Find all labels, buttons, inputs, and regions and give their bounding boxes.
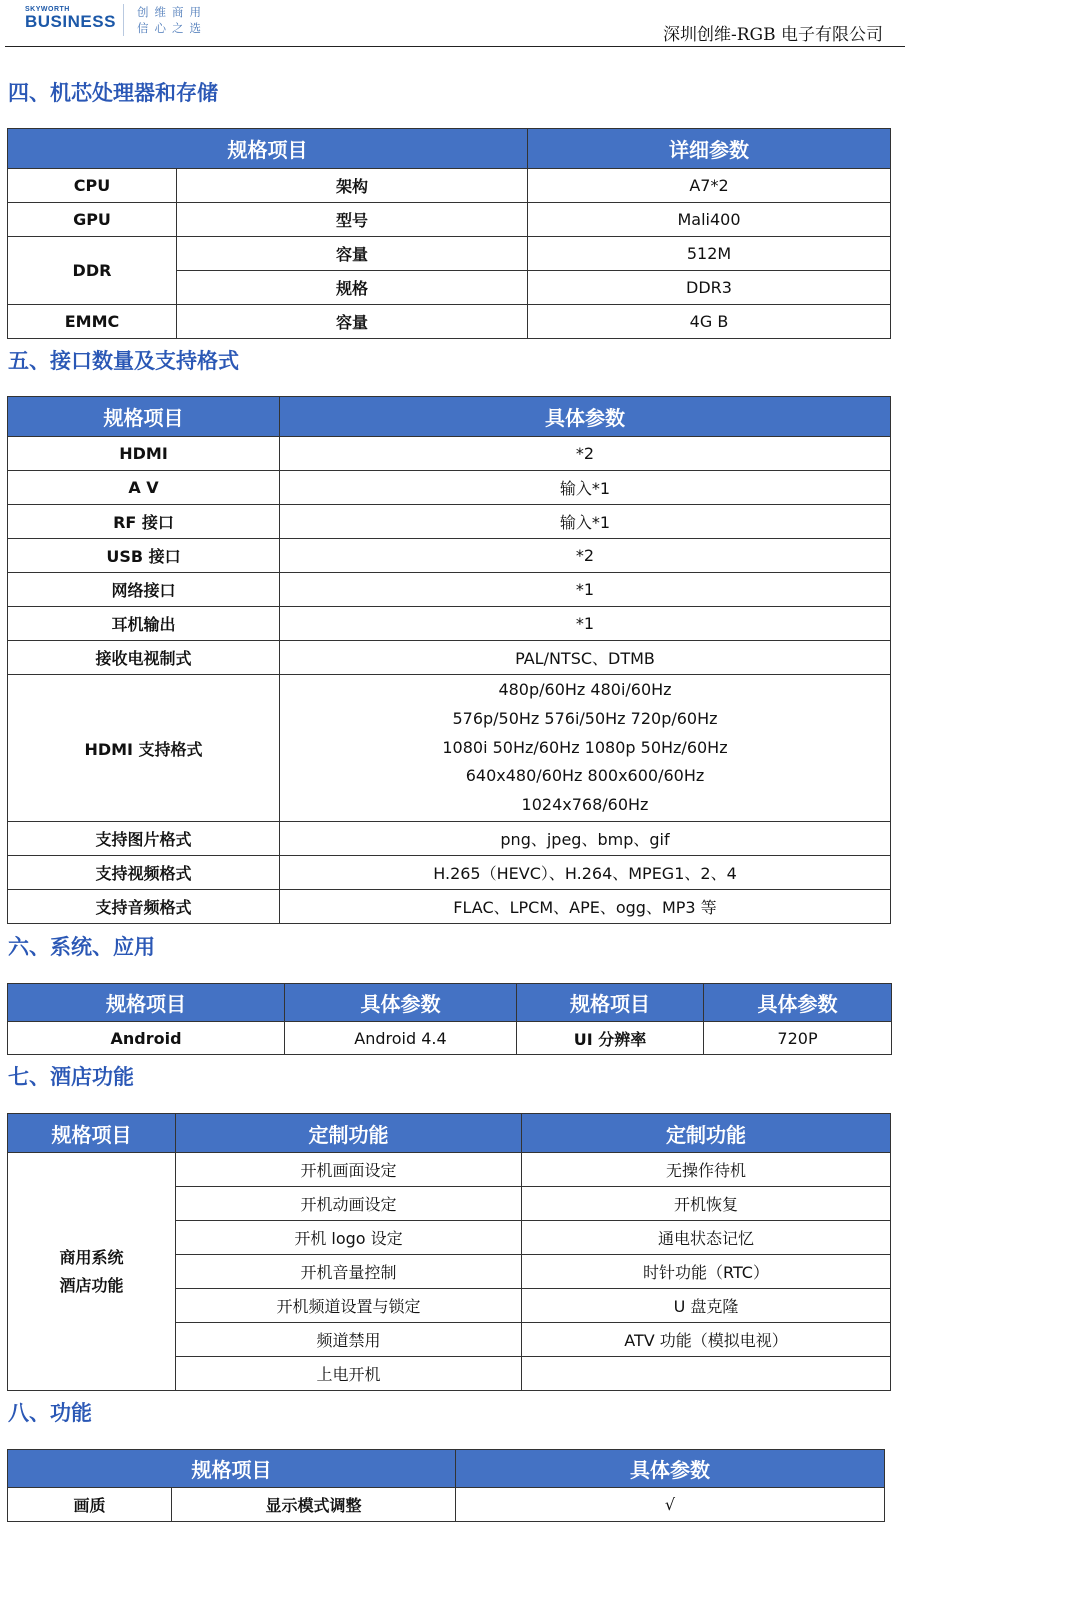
table-row — [8, 1488, 885, 1522]
value-cell: DDR3 — [528, 271, 891, 305]
table-header-cell: 详细参数 — [528, 129, 891, 169]
value-cell: 720P — [704, 1022, 892, 1055]
sub-item-cell: 容量 — [177, 305, 528, 339]
item-line: 酒店功能 — [59, 1275, 124, 1295]
feature-cell: 通电状态记忆 — [522, 1221, 891, 1255]
table-row — [8, 641, 891, 675]
section-title-6: 六、系统、应用 — [8, 935, 155, 959]
item-cell: 支持音频格式 — [8, 890, 280, 924]
table-row — [8, 675, 891, 822]
table-header-cell: 规格项目 — [8, 129, 528, 169]
table-header-cell: 定制功能 — [522, 1114, 891, 1153]
feature-cell: 上电开机 — [176, 1357, 522, 1391]
feature-cell: 开机动画设定 — [176, 1187, 522, 1221]
table-row — [8, 573, 891, 607]
feature-cell — [522, 1357, 891, 1391]
table-row — [8, 539, 891, 573]
logo-divider — [123, 4, 124, 36]
value-cell: H.265（HEVC）、H.264、MPEG1、2、4 — [280, 856, 891, 890]
feature-cell: 开机恢复 — [522, 1187, 891, 1221]
table-header-cell: 规格项目 — [517, 984, 704, 1022]
item-cell: 耳机输出 — [8, 607, 280, 641]
table-system — [7, 983, 892, 1055]
table-row — [8, 890, 891, 924]
sub-item-cell: 架构 — [177, 169, 528, 203]
value-cell: √ — [456, 1488, 885, 1522]
feature-cell: 开机画面设定 — [176, 1153, 522, 1187]
section-title-7: 七、酒店功能 — [8, 1065, 134, 1089]
table-header-cell: 规格项目 — [8, 397, 280, 437]
sub-item-cell: 规格 — [177, 271, 528, 305]
section-title-4: 四、机芯处理器和存储 — [8, 81, 218, 105]
sub-item-cell: 型号 — [177, 203, 528, 237]
table-row — [8, 822, 891, 856]
company-name: 深圳创维-RGB 电子有限公司 — [662, 25, 883, 45]
table-row — [8, 437, 891, 471]
table-row — [8, 607, 891, 641]
table-chip-storage — [7, 128, 891, 339]
item-cell: HDMI — [8, 437, 280, 471]
value-cell: png、jpeg、bmp、gif — [280, 822, 891, 856]
page-header — [5, 0, 905, 47]
sub-item-cell: 容量 — [177, 237, 528, 271]
feature-cell: 开机 logo 设定 — [176, 1221, 522, 1255]
value-cell: 4G B — [528, 305, 891, 339]
item-cell — [8, 1153, 176, 1391]
value-cell: *1 — [280, 607, 891, 641]
item-cell: GPU — [8, 203, 177, 237]
item-cell: CPU — [8, 169, 177, 203]
table-interfaces — [7, 396, 891, 924]
feature-cell: 无操作待机 — [522, 1153, 891, 1187]
value-cell-multiline — [280, 675, 891, 822]
value-cell: *1 — [280, 573, 891, 607]
table-row — [8, 1153, 891, 1187]
value-cell: A7*2 — [528, 169, 891, 203]
value-cell: FLAC、LPCM、APE、ogg、MP3 等 — [280, 890, 891, 924]
format-line: 640x480/60Hz 800x600/60Hz — [465, 766, 705, 786]
table-header-cell: 规格项目 — [8, 1450, 456, 1488]
value-cell: PAL/NTSC、DTMB — [280, 641, 891, 675]
format-line: 480p/60Hz 480i/60Hz — [498, 680, 672, 699]
table-row — [8, 856, 891, 890]
value-cell: Android 4.4 — [285, 1022, 517, 1055]
item-cell: 画质 — [8, 1488, 172, 1522]
item-cell: EMMC — [8, 305, 177, 339]
section-title-8: 八、功能 — [8, 1401, 92, 1425]
item-cell: 支持图片格式 — [8, 822, 280, 856]
slogan-line2: 信心之选 — [137, 21, 207, 35]
feature-cell: 频道禁用 — [176, 1323, 522, 1357]
feature-cell: ATV 功能（模拟电视） — [522, 1323, 891, 1357]
table-row — [8, 203, 891, 237]
feature-cell: 开机音量控制 — [176, 1255, 522, 1289]
value-cell: *2 — [280, 437, 891, 471]
sub-item-cell: 显示模式调整 — [172, 1488, 456, 1522]
slogan-line1: 创维商用 — [137, 5, 207, 19]
table-functions — [7, 1449, 885, 1522]
table-header-cell: 具体参数 — [285, 984, 517, 1022]
brand-logo: BUSINESS — [25, 12, 116, 31]
item-cell: USB 接口 — [8, 539, 280, 573]
feature-cell: 时针功能（RTC） — [522, 1255, 891, 1289]
format-line: 1080i 50Hz/60Hz 1080p 50Hz/60Hz — [442, 737, 728, 757]
item-cell: RF 接口 — [8, 505, 280, 539]
table-row — [8, 1022, 892, 1055]
brand-logo-small: SKYWORTH — [25, 6, 70, 13]
item-cell: 接收电视制式 — [8, 641, 280, 675]
feature-cell: 开机频道设置与锁定 — [176, 1289, 522, 1323]
value-cell: 输入*1 — [280, 471, 891, 505]
table-row — [8, 471, 891, 505]
item-cell: UI 分辨率 — [517, 1022, 704, 1055]
table-header-cell: 规格项目 — [8, 984, 285, 1022]
table-header-cell: 定制功能 — [176, 1114, 522, 1153]
format-line: 576p/50Hz 576i/50Hz 720p/60Hz — [452, 708, 718, 728]
item-cell: A V — [8, 471, 280, 505]
table-row — [8, 169, 891, 203]
item-cell: Android — [8, 1022, 285, 1055]
value-cell: 512M — [528, 237, 891, 271]
table-header-cell: 具体参数 — [704, 984, 892, 1022]
section-title-5: 五、接口数量及支持格式 — [8, 349, 239, 373]
item-cell: 支持视频格式 — [8, 856, 280, 890]
item-cell: HDMI 支持格式 — [8, 675, 280, 822]
format-line: 1024x768/60Hz — [521, 795, 649, 815]
table-hotel — [7, 1113, 891, 1391]
item-cell: DDR — [8, 237, 177, 305]
table-header-cell: 具体参数 — [280, 397, 891, 437]
table-header-cell: 具体参数 — [456, 1450, 885, 1488]
item-cell: 网络接口 — [8, 573, 280, 607]
table-row — [8, 505, 891, 539]
item-line: 商用系统 — [59, 1247, 124, 1267]
value-cell: 输入*1 — [280, 505, 891, 539]
table-header-cell: 规格项目 — [8, 1114, 176, 1153]
table-row — [8, 305, 891, 339]
feature-cell: U 盘克隆 — [522, 1289, 891, 1323]
value-cell: *2 — [280, 539, 891, 573]
value-cell: Mali400 — [528, 203, 891, 237]
table-row — [8, 237, 891, 271]
